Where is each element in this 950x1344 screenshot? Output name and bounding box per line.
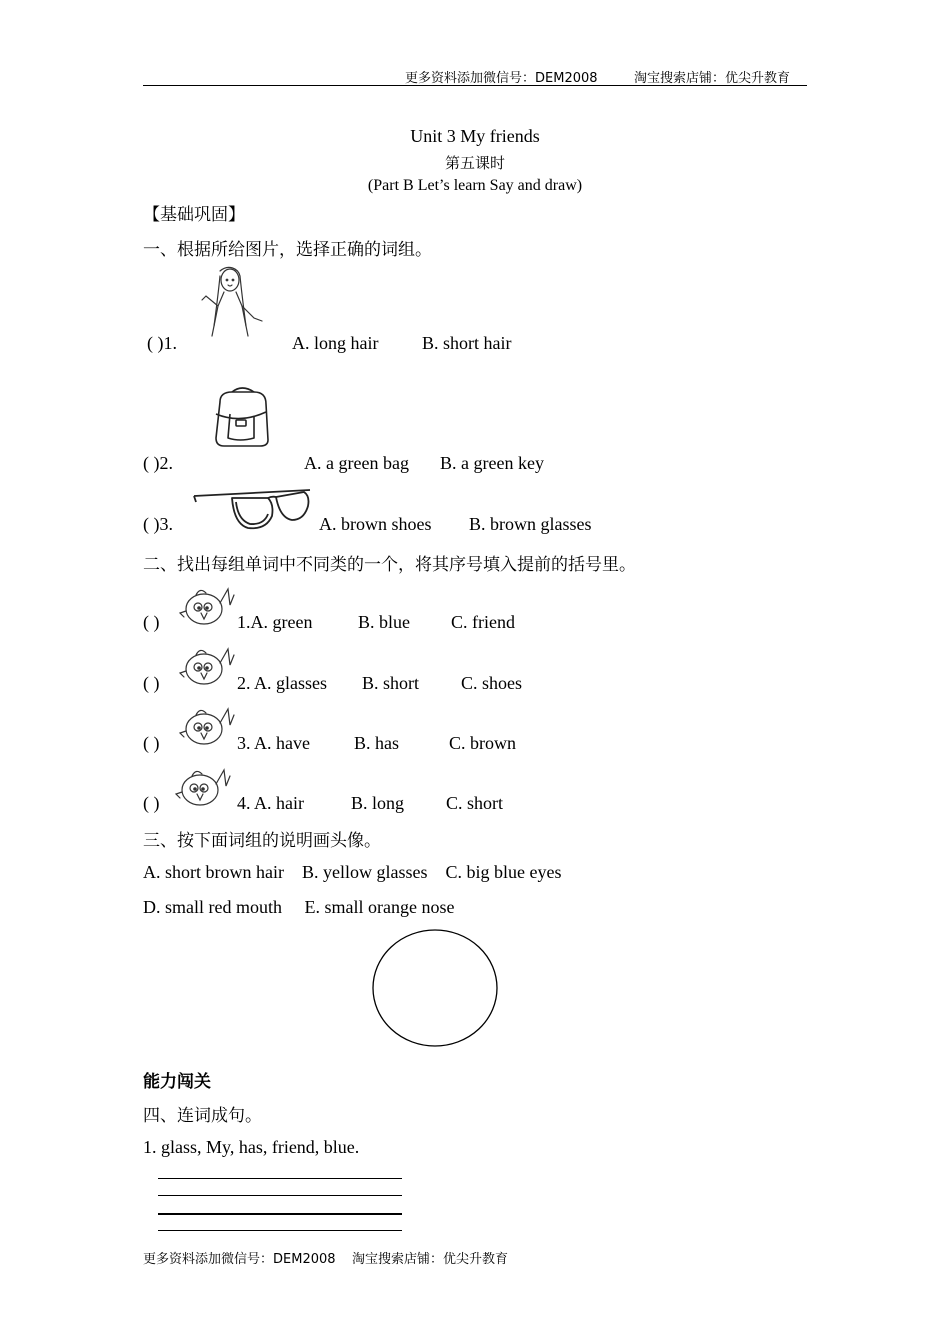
q1-number: ( )1. (147, 333, 177, 353)
part3-line2: D. small red mouth E. small orange nose (143, 897, 455, 917)
header-wechat: 更多资料添加微信号：DEM2008 (405, 71, 598, 86)
part-subtitle: (Part B Let’s learn Say and draw) (367, 177, 583, 194)
footer-text: 更多资料添加微信号：DEM2008 淘宝搜索店铺：优尖升教育 (143, 1252, 509, 1267)
part1-heading: 一、根据所给图片，选择正确的词组。 (143, 240, 432, 260)
lesson-subtitle: 第五课时 (444, 154, 505, 172)
q3-number: ( )3. (143, 514, 173, 534)
part2-row4-b: B. long (351, 793, 405, 813)
q2-option-b: B. a green key (440, 453, 544, 473)
part2-row4-a: 4. A. hair (237, 793, 304, 813)
section-basic-heading: 【基础巩固】 (143, 205, 245, 225)
answer-line[interactable] (158, 1213, 402, 1215)
q3-option-b: B. brown glasses (469, 514, 592, 534)
part2-row1-bracket: ( ) (143, 612, 160, 632)
drawing-circle[interactable] (372, 929, 500, 1049)
part3-line1: A. short brown hair B. yellow glasses C. big blue eyes (143, 862, 562, 882)
part2-row2-bracket: ( ) (143, 673, 160, 693)
part2-row2-c: C. shoes (461, 673, 523, 693)
part2-row2-b: B. short (362, 673, 420, 693)
q2-number: ( )2. (143, 453, 173, 473)
answer-line[interactable] (158, 1195, 402, 1196)
bird-icon (178, 583, 236, 629)
part2-row1-c: C. friend (451, 612, 515, 632)
answer-line[interactable] (158, 1178, 402, 1179)
part4-question-1: 1. glass, My, has, friend, blue. (143, 1137, 360, 1157)
header-divider (143, 85, 807, 86)
part2-heading: 二、找出每组单词中不同类的一个，将其序号填入提前的括号里。 (143, 555, 636, 575)
bird-icon (178, 643, 236, 689)
part2-row3-b: B. has (354, 733, 399, 753)
bird-icon (174, 764, 232, 810)
section-ability-heading: 能力闯关 (143, 1072, 211, 1092)
part3-heading: 三、按下面词组的说明画头像。 (143, 831, 381, 851)
glasses-icon (192, 488, 314, 532)
part2-row4-bracket: ( ) (143, 793, 160, 813)
q2-option-a: A. a green bag (304, 453, 409, 473)
part2-row3-a: 3. A. have (237, 733, 310, 753)
part2-row2-a: 2. A. glasses (237, 673, 327, 693)
part2-row1-a: 1.A. green (237, 612, 313, 632)
part4-heading: 四、连词成句。 (143, 1106, 262, 1126)
q1-option-a: A. long hair (292, 333, 379, 353)
q1-option-b: B. short hair (422, 333, 512, 353)
part2-row3-bracket: ( ) (143, 733, 160, 753)
bird-icon (178, 703, 236, 749)
q3-option-a: A. brown shoes (319, 514, 432, 534)
answer-line[interactable] (158, 1230, 402, 1231)
header-taobao: 淘宝搜索店铺：优尖升教育 (634, 71, 791, 86)
part2-row3-c: C. brown (449, 733, 516, 753)
part2-row4-c: C. short (446, 793, 504, 813)
part2-row1-b: B. blue (358, 612, 410, 632)
schoolbag-icon (210, 390, 272, 448)
page-title: Unit 3 My friends (410, 126, 540, 146)
girl-long-hair-icon (198, 266, 268, 340)
